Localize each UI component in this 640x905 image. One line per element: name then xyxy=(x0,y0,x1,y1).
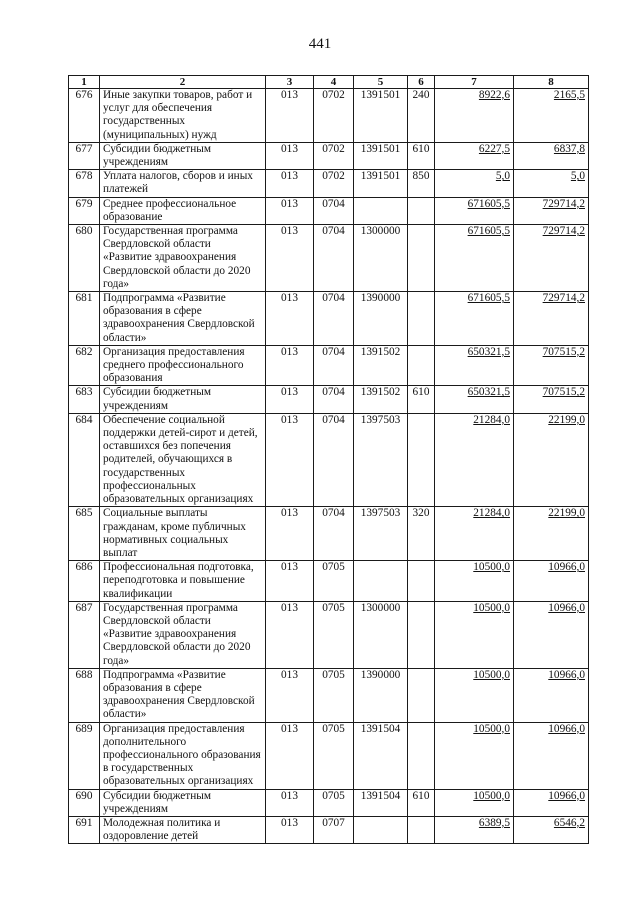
row-name-cell xyxy=(100,789,266,816)
row-number-text: 676 xyxy=(75,89,93,101)
ministry-code-text: 013 xyxy=(281,197,298,210)
row-number-cell xyxy=(69,197,100,224)
amount-col8-cell xyxy=(514,601,589,668)
target-code-cell xyxy=(354,789,408,816)
amount-col7-text: 10500,0 xyxy=(473,789,510,802)
row-number-cell xyxy=(69,292,100,346)
amount-col7-cell xyxy=(435,413,514,506)
section-code-cell xyxy=(314,292,354,346)
section-code-cell xyxy=(314,386,354,413)
target-code-cell xyxy=(354,170,408,197)
section-code-cell xyxy=(314,142,354,169)
ministry-code-text: 013 xyxy=(281,668,298,681)
row-name-cell xyxy=(100,345,266,386)
section-code-text: 0704 xyxy=(322,225,345,238)
target-code-cell xyxy=(354,668,408,722)
ministry-code-cell xyxy=(266,345,314,386)
amount-col7-cell xyxy=(435,507,514,561)
target-code-text: 1391501 xyxy=(360,142,401,155)
row-name-cell xyxy=(100,89,266,143)
amount-col8-text: 729714,2 xyxy=(542,225,585,238)
row-number-text: 682 xyxy=(75,345,93,358)
row-name-text: Субсидии бюджетным учреждениям xyxy=(103,789,211,815)
section-code-text: 0705 xyxy=(322,601,345,614)
table-row xyxy=(69,507,589,561)
ministry-code-cell xyxy=(266,789,314,816)
header-cell: 3 xyxy=(266,76,314,89)
section-code-text: 0704 xyxy=(322,413,345,426)
amount-col7-text: 650321,5 xyxy=(467,386,510,399)
row-name-cell xyxy=(100,292,266,346)
target-code-text: 1390000 xyxy=(360,292,401,305)
target-code-cell xyxy=(354,722,408,789)
amount-col7-cell xyxy=(435,722,514,789)
row-name-cell xyxy=(100,507,266,561)
table-row xyxy=(69,601,589,668)
expense-type-cell xyxy=(408,170,435,197)
expense-type-cell xyxy=(408,89,435,143)
amount-col8-cell xyxy=(514,413,589,506)
amount-col8-cell xyxy=(514,225,589,292)
row-name-text: Обеспечение социальной поддержки детей-сирот и детей, оставшихся без попечения родителей, обучающихся в государственных профессиональных образовательных организациях xyxy=(103,413,258,506)
row-name-text: Организация предоставления дополнительного профессионального образования в государственных образовательных организациях xyxy=(103,722,261,788)
row-number-cell xyxy=(69,170,100,197)
row-name-text: Подпрограмма «Развитие образования в сфере здравоохранения Свердловской области» xyxy=(103,292,255,344)
amount-col7-text: 10500,0 xyxy=(473,668,510,681)
section-code-text: 0705 xyxy=(322,722,345,735)
expense-type-cell xyxy=(408,668,435,722)
target-code-text: 1391502 xyxy=(360,345,401,358)
amount-col8-text: 10966,0 xyxy=(548,722,585,735)
section-code-text: 0702 xyxy=(322,170,345,183)
header-row xyxy=(69,76,589,89)
target-code-cell xyxy=(354,816,408,843)
table-row xyxy=(69,89,589,143)
target-code-text: 1397503 xyxy=(360,507,401,520)
row-number-cell xyxy=(69,386,100,413)
row-name-text: Организация предоставления среднего профессионального образования xyxy=(103,345,245,385)
row-name-text: Социальные выплаты гражданам, кроме публичных нормативных социальных выплат xyxy=(103,507,246,559)
row-number-text: 680 xyxy=(75,225,93,238)
section-code-cell xyxy=(314,170,354,197)
expense-type-cell xyxy=(408,386,435,413)
section-code-text: 0707 xyxy=(322,816,345,829)
amount-col8-cell xyxy=(514,722,589,789)
amount-col8-text: 10966,0 xyxy=(548,668,585,681)
row-number-cell xyxy=(69,722,100,789)
section-code-text: 0702 xyxy=(322,89,345,101)
page-number: 441 xyxy=(308,36,332,52)
expense-type-cell xyxy=(408,345,435,386)
target-code-cell xyxy=(354,507,408,561)
amount-col8-text: 22199,0 xyxy=(548,507,585,520)
row-number-text: 677 xyxy=(75,142,93,155)
ministry-code-cell xyxy=(266,601,314,668)
target-code-cell xyxy=(354,89,408,143)
ministry-code-cell xyxy=(266,413,314,506)
expense-type-text: 610 xyxy=(412,789,430,802)
row-name-cell xyxy=(100,816,266,843)
row-name-cell xyxy=(100,142,266,169)
target-code-text: 1391502 xyxy=(360,386,401,399)
amount-col7-text: 10500,0 xyxy=(473,561,510,574)
amount-col8-cell xyxy=(514,142,589,169)
amount-col7-text: 671605,5 xyxy=(467,292,510,305)
row-name-cell xyxy=(100,668,266,722)
header-cell: 5 xyxy=(354,76,408,89)
amount-col7-text: 6227,5 xyxy=(478,142,510,155)
section-code-cell xyxy=(314,668,354,722)
target-code-cell xyxy=(354,386,408,413)
row-number-text: 678 xyxy=(75,170,93,183)
row-name-cell xyxy=(100,170,266,197)
row-name-text: Подпрограмма «Развитие образования в сфере здравоохранения Свердловской области» xyxy=(103,668,255,721)
target-code-text: 1391504 xyxy=(360,722,401,735)
target-code-text: 1391501 xyxy=(360,170,401,183)
ministry-code-cell xyxy=(266,816,314,843)
amount-col8-cell xyxy=(514,789,589,816)
section-code-cell xyxy=(314,507,354,561)
row-number-text: 687 xyxy=(75,601,93,614)
amount-col7-cell xyxy=(435,668,514,722)
budget-table xyxy=(68,75,589,844)
row-name-cell xyxy=(100,197,266,224)
amount-col8-text: 10966,0 xyxy=(548,561,585,574)
row-name-text: Государственная программа Свердловской области «Развитие здравоохранения Свердловской области до 2020 года» xyxy=(103,225,251,290)
section-code-text: 0704 xyxy=(322,345,345,358)
ministry-code-text: 013 xyxy=(281,89,298,101)
section-code-cell xyxy=(314,197,354,224)
row-number-cell xyxy=(69,601,100,668)
target-code-text: 1391504 xyxy=(360,789,401,802)
row-name-text: Государственная программа Свердловской области «Развитие здравоохранения Свердловской области до 2020 года» xyxy=(103,601,251,667)
row-number-text: 679 xyxy=(75,197,93,210)
ministry-code-cell xyxy=(266,292,314,346)
expense-type-text: 850 xyxy=(412,170,430,183)
expense-type-text: 610 xyxy=(412,142,430,155)
ministry-code-text: 013 xyxy=(281,507,298,520)
row-number-text: 683 xyxy=(75,386,93,399)
ministry-code-text: 013 xyxy=(281,170,298,183)
amount-col7-text: 6389,5 xyxy=(478,816,510,829)
target-code-cell xyxy=(354,197,408,224)
row-name-text: Молодежная политика и оздоровление детей xyxy=(103,816,221,843)
ministry-code-cell xyxy=(266,722,314,789)
section-code-cell xyxy=(314,89,354,143)
ministry-code-text: 013 xyxy=(281,142,298,155)
row-number-cell xyxy=(69,561,100,602)
ministry-code-cell xyxy=(266,507,314,561)
section-code-cell xyxy=(314,225,354,292)
ministry-code-text: 013 xyxy=(281,816,298,829)
ministry-code-text: 013 xyxy=(281,601,298,614)
amount-col7-cell xyxy=(435,601,514,668)
amount-col7-text: 671605,5 xyxy=(467,225,510,238)
amount-col8-text: 6546,2 xyxy=(553,816,585,829)
amount-col8-text: 10966,0 xyxy=(548,601,585,614)
table-row xyxy=(69,668,589,722)
section-code-cell xyxy=(314,789,354,816)
row-number-cell xyxy=(69,89,100,143)
amount-col8-text: 10966,0 xyxy=(548,789,585,802)
ministry-code-cell xyxy=(266,668,314,722)
row-number-text: 691 xyxy=(75,816,93,829)
expense-type-cell xyxy=(408,197,435,224)
ministry-code-text: 013 xyxy=(281,292,298,305)
row-number-cell xyxy=(69,345,100,386)
table-row xyxy=(69,197,589,224)
expense-type-cell xyxy=(408,601,435,668)
ministry-code-cell xyxy=(266,170,314,197)
amount-col7-cell xyxy=(435,386,514,413)
section-code-text: 0704 xyxy=(322,507,345,520)
expense-type-cell xyxy=(408,816,435,843)
row-name-text: Профессиональная подготовка, переподготовка и повышение квалификации xyxy=(103,561,254,600)
row-name-cell xyxy=(100,601,266,668)
amount-col7-cell xyxy=(435,789,514,816)
expense-type-cell xyxy=(408,413,435,506)
expense-type-cell xyxy=(408,561,435,602)
amount-col8-text: 707515,2 xyxy=(542,386,585,399)
header-cell: 7 xyxy=(435,76,514,89)
section-code-text: 0705 xyxy=(322,561,345,574)
amount-col8-text: 6837,8 xyxy=(553,142,585,155)
expense-type-cell xyxy=(408,507,435,561)
target-code-cell xyxy=(354,561,408,602)
target-code-text: 1390000 xyxy=(360,668,401,681)
table-row xyxy=(69,345,589,386)
row-name-cell xyxy=(100,413,266,506)
amount-col7-cell xyxy=(435,561,514,602)
row-name-cell xyxy=(100,561,266,602)
row-number-text: 688 xyxy=(75,668,93,681)
ministry-code-text: 013 xyxy=(281,789,298,802)
target-code-cell xyxy=(354,292,408,346)
target-code-text: 1391501 xyxy=(360,89,401,101)
row-number-cell xyxy=(69,507,100,561)
amount-col8-text: 5,0 xyxy=(570,170,585,183)
target-code-cell xyxy=(354,225,408,292)
header-cell: 2 xyxy=(100,76,266,89)
target-code-text: 1300000 xyxy=(360,601,401,614)
header-cell: 6 xyxy=(408,76,435,89)
section-code-text: 0704 xyxy=(322,386,345,399)
section-code-text: 0704 xyxy=(322,197,345,210)
ministry-code-cell xyxy=(266,142,314,169)
target-code-cell xyxy=(354,601,408,668)
amount-col7-cell xyxy=(435,197,514,224)
header-cell: 4 xyxy=(314,76,354,89)
amount-col7-text: 10500,0 xyxy=(473,722,510,735)
amount-col7-cell xyxy=(435,142,514,169)
amount-col7-text: 10500,0 xyxy=(473,601,510,614)
target-code-cell xyxy=(354,345,408,386)
amount-col7-cell xyxy=(435,89,514,143)
row-number-cell xyxy=(69,789,100,816)
table-row xyxy=(69,170,589,197)
section-code-cell xyxy=(314,722,354,789)
table-row xyxy=(69,142,589,169)
ministry-code-cell xyxy=(266,386,314,413)
row-name-text: Уплата налогов, сборов и иных платежей xyxy=(103,170,253,196)
section-code-text: 0705 xyxy=(322,668,345,681)
ministry-code-text: 013 xyxy=(281,413,298,426)
table-row xyxy=(69,789,589,816)
section-code-cell xyxy=(314,345,354,386)
amount-col8-text: 729714,2 xyxy=(542,197,585,210)
amount-col7-cell xyxy=(435,345,514,386)
ministry-code-cell xyxy=(266,89,314,143)
header-cell: 1 xyxy=(69,76,100,89)
amount-col7-text: 5,0 xyxy=(495,170,510,183)
amount-col8-cell xyxy=(514,89,589,143)
expense-type-cell xyxy=(408,225,435,292)
row-number-cell xyxy=(69,413,100,506)
amount-col8-cell xyxy=(514,668,589,722)
section-code-cell xyxy=(314,561,354,602)
amount-col8-text: 729714,2 xyxy=(542,292,585,305)
section-code-cell xyxy=(314,816,354,843)
amount-col7-text: 8922,6 xyxy=(478,89,510,101)
amount-col8-text: 2165,5 xyxy=(553,89,585,101)
amount-col7-cell xyxy=(435,292,514,346)
amount-col8-cell xyxy=(514,292,589,346)
section-code-text: 0702 xyxy=(322,142,345,155)
table-row xyxy=(69,386,589,413)
row-name-text: Среднее профессиональное образование xyxy=(103,197,237,223)
row-name-cell xyxy=(100,225,266,292)
target-code-text: 1397503 xyxy=(360,413,401,426)
amount-col8-cell xyxy=(514,170,589,197)
row-name-text: Субсидии бюджетным учреждениям xyxy=(103,386,211,412)
amount-col8-cell xyxy=(514,197,589,224)
row-name-cell xyxy=(100,722,266,789)
amount-col7-text: 21284,0 xyxy=(473,507,510,520)
section-code-text: 0705 xyxy=(322,789,345,802)
row-number-text: 689 xyxy=(75,722,93,735)
amount-col7-cell xyxy=(435,225,514,292)
row-number-text: 685 xyxy=(75,507,93,520)
row-number-cell xyxy=(69,816,100,843)
expense-type-cell xyxy=(408,142,435,169)
ministry-code-text: 013 xyxy=(281,225,298,238)
expense-type-text: 240 xyxy=(412,89,430,101)
target-code-cell xyxy=(354,413,408,506)
amount-col8-cell xyxy=(514,561,589,602)
expense-type-text: 320 xyxy=(412,507,430,520)
row-number-text: 690 xyxy=(75,789,93,802)
ministry-code-text: 013 xyxy=(281,386,298,399)
table-row xyxy=(69,292,589,346)
expense-type-cell xyxy=(408,789,435,816)
ministry-code-cell xyxy=(266,197,314,224)
table-row xyxy=(69,722,589,789)
amount-col8-text: 707515,2 xyxy=(542,345,585,358)
row-number-text: 681 xyxy=(75,292,93,305)
ministry-code-cell xyxy=(266,561,314,602)
row-number-text: 686 xyxy=(75,561,93,574)
table-row xyxy=(69,413,589,506)
amount-col8-cell xyxy=(514,507,589,561)
target-code-text: 1300000 xyxy=(360,225,401,238)
amount-col8-cell xyxy=(514,386,589,413)
ministry-code-cell xyxy=(266,225,314,292)
amount-col8-cell xyxy=(514,345,589,386)
header-cell: 8 xyxy=(514,76,589,89)
row-name-cell xyxy=(100,386,266,413)
expense-type-cell xyxy=(408,292,435,346)
target-code-cell xyxy=(354,142,408,169)
table-body xyxy=(69,89,589,844)
amount-col7-cell xyxy=(435,170,514,197)
ministry-code-text: 013 xyxy=(281,561,298,574)
amount-col7-text: 21284,0 xyxy=(473,413,510,426)
amount-col8-cell xyxy=(514,816,589,843)
amount-col8-text: 22199,0 xyxy=(548,413,585,426)
expense-type-text: 610 xyxy=(412,386,430,399)
section-code-text: 0704 xyxy=(322,292,345,305)
expense-type-cell xyxy=(408,722,435,789)
row-name-text: Субсидии бюджетным учреждениям xyxy=(103,142,211,169)
amount-col7-text: 671605,5 xyxy=(467,197,510,210)
row-name-text: Иные закупки товаров, работ и услуг для обеспечения государственных (муниципальных) нужд xyxy=(103,89,253,141)
table-row xyxy=(69,816,589,843)
row-number-cell xyxy=(69,225,100,292)
section-code-cell xyxy=(314,601,354,668)
table-row xyxy=(69,561,589,602)
amount-col7-cell xyxy=(435,816,514,843)
table-row xyxy=(69,225,589,292)
row-number-cell xyxy=(69,668,100,722)
row-number-cell xyxy=(69,142,100,169)
amount-col7-text: 650321,5 xyxy=(467,345,510,358)
ministry-code-text: 013 xyxy=(281,722,298,735)
section-code-cell xyxy=(314,413,354,506)
ministry-code-text: 013 xyxy=(281,345,298,358)
row-number-text: 684 xyxy=(75,413,93,426)
